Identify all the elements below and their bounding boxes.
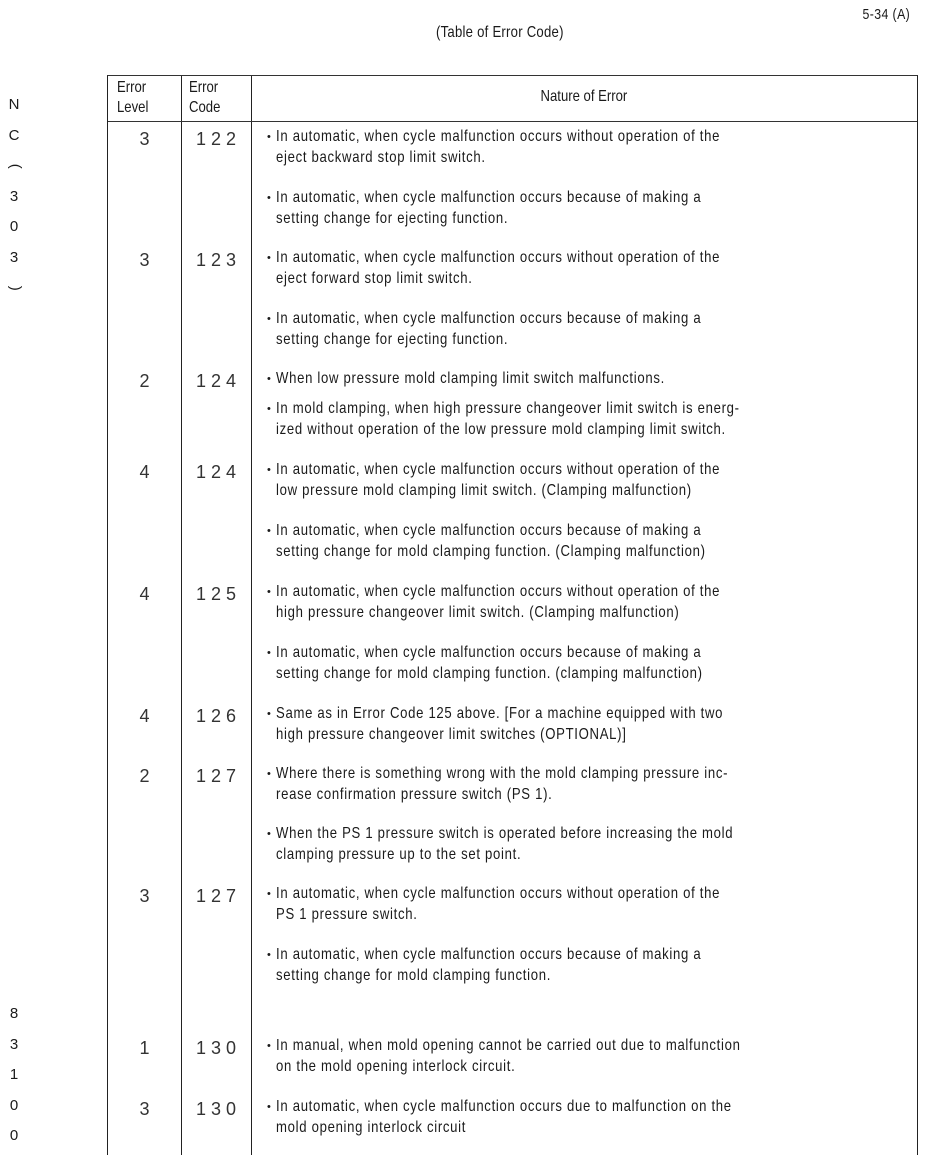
description-line: setting change for mold clamping function. (clamping malfunction) bbox=[276, 664, 703, 682]
page-title bbox=[0, 24, 929, 42]
description-line: Where there is something wrong with the mold clamping pressure inc- bbox=[276, 765, 729, 782]
bullet-icon: • bbox=[267, 888, 271, 900]
header-divider bbox=[108, 121, 917, 122]
error-code: 127 bbox=[195, 886, 242, 906]
error-description bbox=[267, 1036, 929, 1077]
page-title-text: (Table of Error Code) bbox=[436, 24, 564, 41]
error-description bbox=[267, 127, 929, 168]
error-level: 2 bbox=[139, 371, 150, 391]
description-line: In automatic, when cycle malfunction occurs without operation of the bbox=[276, 249, 721, 266]
header-error-level bbox=[117, 78, 155, 118]
description-line: setting change for ejecting function. bbox=[276, 209, 509, 227]
side-char: 0 bbox=[9, 218, 19, 235]
error-description bbox=[267, 521, 929, 562]
error-description bbox=[267, 188, 929, 229]
header-nature-of-error bbox=[251, 87, 917, 107]
error-description bbox=[267, 884, 929, 925]
bullet-icon: • bbox=[267, 192, 271, 204]
bullet-icon: • bbox=[267, 1040, 271, 1052]
bullet-icon: • bbox=[267, 464, 271, 476]
error-code: 124 bbox=[195, 462, 242, 482]
error-code: 123 bbox=[195, 250, 242, 270]
description-line: In automatic, when cycle malfunction occurs because of making a bbox=[276, 522, 702, 539]
description-line: In automatic, when cycle malfunction occurs because of making a bbox=[276, 644, 702, 661]
error-description bbox=[267, 643, 929, 684]
side-char: 3 bbox=[9, 248, 19, 266]
description-line: setting change for mold clamping function. bbox=[276, 966, 552, 984]
bullet-icon: • bbox=[267, 1101, 271, 1113]
error-level: 3 bbox=[139, 1099, 150, 1119]
description-line: When the PS 1 pressure switch is operated before increasing the mold bbox=[276, 825, 734, 842]
error-description bbox=[267, 369, 929, 390]
bullet-icon: • bbox=[267, 647, 271, 659]
side-char: ( bbox=[6, 163, 24, 169]
header-text: Code bbox=[189, 99, 221, 116]
description-line: In automatic, when cycle malfunction occurs because of making a bbox=[276, 946, 702, 963]
error-code: 125 bbox=[195, 584, 242, 604]
error-code: 124 bbox=[195, 371, 242, 391]
side-char: 3 bbox=[9, 1035, 19, 1053]
side-char: 0 bbox=[9, 1127, 19, 1144]
bullet-icon: • bbox=[267, 131, 271, 143]
description-line: eject backward stop limit switch. bbox=[276, 148, 486, 166]
bullet-icon: • bbox=[267, 586, 271, 598]
header-text: Error bbox=[189, 79, 219, 96]
side-char: 1 bbox=[9, 1066, 19, 1083]
header-text: Nature of Error bbox=[540, 88, 628, 105]
bullet-icon: • bbox=[267, 373, 271, 385]
description-line: In automatic, when cycle malfunction occurs without operation of the bbox=[276, 128, 721, 145]
side-char: C bbox=[8, 126, 20, 144]
error-level: 4 bbox=[139, 462, 150, 482]
error-level: 4 bbox=[139, 706, 150, 726]
error-code: 130 bbox=[195, 1099, 242, 1119]
description-line: In manual, when mold opening cannot be carried out due to malfunction bbox=[276, 1037, 741, 1054]
error-code: 126 bbox=[195, 706, 242, 726]
description-line: In automatic, when cycle malfunction occurs because of making a bbox=[276, 310, 702, 327]
header-text: Error bbox=[117, 79, 147, 96]
column-divider bbox=[251, 76, 252, 1155]
description-line: on the mold opening interlock circuit. bbox=[276, 1057, 516, 1075]
description-line: high pressure changeover limit switches (OPTIONAL)] bbox=[276, 725, 627, 743]
header-error-code bbox=[189, 78, 227, 118]
bullet-icon: • bbox=[267, 828, 271, 840]
bullet-icon: • bbox=[267, 313, 271, 325]
description-line: setting change for mold clamping function. (Clamping malfunction) bbox=[276, 542, 706, 560]
side-char: ) bbox=[6, 285, 24, 291]
bullet-icon: • bbox=[267, 403, 271, 415]
bullet-icon: • bbox=[267, 708, 271, 720]
bullet-icon: • bbox=[267, 768, 271, 780]
description-line: ized without operation of the low pressure mold clamping limit switch. bbox=[276, 420, 726, 438]
error-code-table bbox=[107, 75, 918, 1155]
description-line: In automatic, when cycle malfunction occurs without operation of the bbox=[276, 885, 721, 902]
side-char: N bbox=[8, 96, 20, 113]
side-text-bottom bbox=[8, 999, 20, 1152]
description-line: In automatic, when cycle malfunction occurs without operation of the bbox=[276, 461, 721, 478]
side-char: 0 bbox=[9, 1096, 19, 1114]
side-char: 8 bbox=[9, 1005, 19, 1022]
bullet-icon: • bbox=[267, 949, 271, 961]
description-line: When low pressure mold clamping limit switch malfunctions. bbox=[276, 370, 665, 387]
description-line: mold opening interlock circuit bbox=[276, 1118, 467, 1136]
error-description bbox=[267, 460, 929, 501]
error-level: 3 bbox=[139, 250, 150, 270]
header-text: Level bbox=[117, 99, 149, 116]
description-line: In automatic, when cycle malfunction occurs without operation of the bbox=[276, 583, 721, 600]
error-code: 122 bbox=[195, 129, 242, 149]
page-number: 5-34 (A) bbox=[862, 6, 910, 23]
description-line: In automatic, when cycle malfunction occurs because of making a bbox=[276, 189, 702, 206]
error-description bbox=[267, 582, 929, 623]
error-description bbox=[267, 248, 929, 289]
error-level: 4 bbox=[139, 584, 150, 604]
description-line: clamping pressure up to the set point. bbox=[276, 845, 522, 863]
description-line: eject forward stop limit switch. bbox=[276, 269, 473, 287]
error-code: 127 bbox=[195, 766, 242, 786]
description-line: PS 1 pressure switch. bbox=[276, 905, 418, 923]
description-line: In automatic, when cycle malfunction occurs due to malfunction on the bbox=[276, 1098, 732, 1115]
description-line: low pressure mold clamping limit switch. (Clamping malfunction) bbox=[276, 481, 692, 499]
error-description bbox=[267, 764, 929, 805]
error-level: 3 bbox=[139, 129, 150, 149]
bullet-icon: • bbox=[267, 525, 271, 537]
description-line: setting change for ejecting function. bbox=[276, 330, 509, 348]
error-description bbox=[267, 399, 929, 440]
description-line: rease confirmation pressure switch (PS 1). bbox=[276, 785, 553, 803]
side-char: 3 bbox=[9, 187, 19, 205]
error-description bbox=[267, 945, 929, 986]
description-line: high pressure changeover limit switch. (Clamping malfunction) bbox=[276, 603, 680, 621]
error-description bbox=[267, 824, 929, 865]
error-description bbox=[267, 309, 929, 350]
column-divider bbox=[181, 76, 182, 1155]
error-description bbox=[267, 1097, 929, 1138]
error-description bbox=[267, 704, 929, 745]
error-level: 3 bbox=[139, 886, 150, 906]
error-level: 1 bbox=[139, 1038, 150, 1058]
error-code: 130 bbox=[195, 1038, 242, 1058]
description-line: In mold clamping, when high pressure changeover limit switch is energ- bbox=[276, 400, 740, 417]
description-line: Same as in Error Code 125 above. [For a machine equipped with two bbox=[276, 705, 724, 722]
error-level: 2 bbox=[139, 766, 150, 786]
side-text-top bbox=[6, 90, 24, 304]
bullet-icon: • bbox=[267, 252, 271, 264]
